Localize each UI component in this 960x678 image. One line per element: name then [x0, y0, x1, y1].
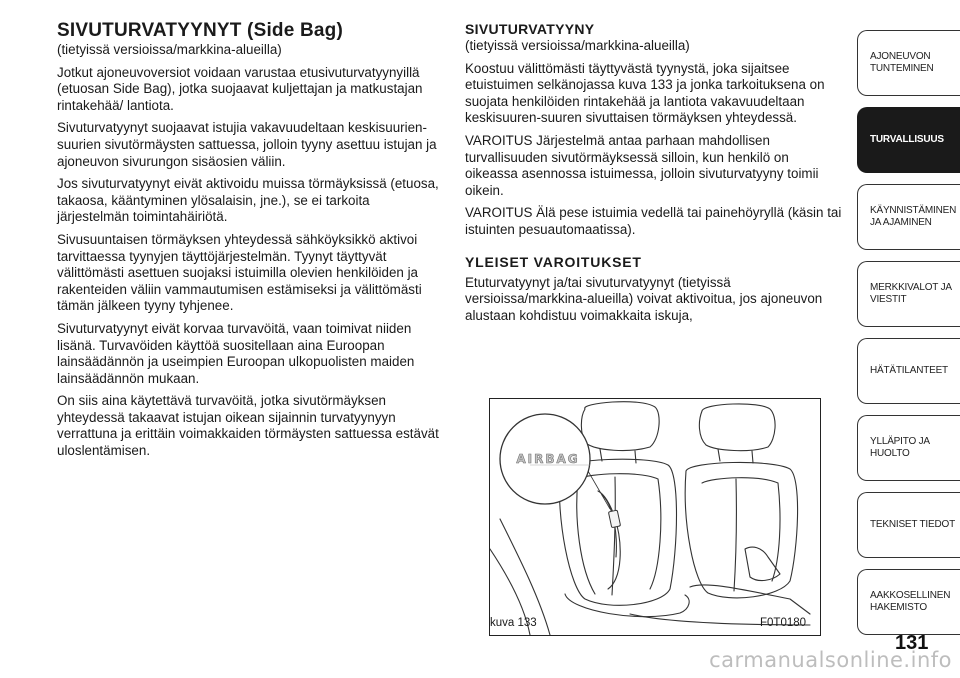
seat-illustration: [490, 399, 820, 635]
right-subtitle: (tietyissä versioissa/markkina-alueilla): [465, 38, 690, 53]
side-airbag-title: SIVUTURVATYYNY: [465, 21, 595, 37]
left-column: [57, 20, 442, 466]
figure-code: F0T0180: [760, 617, 807, 629]
right-column: [465, 20, 845, 330]
tab-vehicle-knowledge[interactable]: [857, 30, 960, 96]
tab-technical-data[interactable]: [857, 492, 960, 558]
seat-airbag-figure: [489, 398, 821, 636]
right-paragraph: Koostuu välittömästi täyttyvästä tyynystä, joka sijaitsee etuistuimen selkänojassa kuva 133 ja jonka tarkoituksena on suojata henkilöiden rintakehää ja lantiota vakavuudeltaan keskisuuren-suuren sivuttaisen törmäyksen yhteydessä.: [465, 60, 825, 126]
left-paragraph: Sivuturvatyynyt eivät korvaa turvavöitä, vaan toimivat niiden lisänä. Turvavöiden käyttöä suositellaan aina Euroopan lainsäädännön ja useimpien Euroopan ulkopuolisten maiden lainsäädännön mukaan.: [57, 320, 415, 386]
chapter-tabs: [857, 30, 960, 646]
tab-label: AAKKOSELLINEN HAKEMISTO: [870, 590, 951, 613]
left-paragraph: On siis aina käytettävä turvavöitä, jotka sivutörmäyksen yhteydessä takaavat istujan oikean sijainnin turvatyynyyn verrattuna ja erittäin voimakkaiden törmäysten sattuessa estävät uloslentämisen.: [57, 393, 439, 459]
airbag-label-text: AIRBAG: [516, 452, 580, 466]
general-warnings-paragraph: Etuturvatyynyt ja/tai sivuturvatyynyt (tietyissä versioissa/markkina-alueilla) voivat aktivoitua, jos ajoneuvon alustaan kohdistuu voimakkaita iskuja,: [465, 274, 823, 323]
tab-maintenance[interactable]: [857, 415, 960, 481]
left-paragraph: Sivusuuntaisen törmäyksen yhteydessä sähköyksikkö aktivoi tarvittaessa tyynyjen täyttöjärjestelmän. Tyynyt täyttyvät välittömästi asettuen suojaksi istuimilla olevien henkilöiden ja rakenteiden väliin vammautumisen estämiseksi ja välittömästi tämän jälkeen tyyny tyhjenee.: [57, 231, 422, 314]
tab-index[interactable]: [857, 569, 960, 635]
tab-emergencies[interactable]: [857, 338, 960, 404]
side-bag-title: SIVUTURVATYYNYT (Side Bag): [57, 20, 344, 41]
left-paragraph: Sivuturvatyynyt suojaavat istujia vakavuudeltaan keskisuurien-suurien sivutörmäysten sattuessa, jolloin tyyny asettuu istujan ja ajoneuvon sivurungon sisäosien väliin.: [57, 120, 437, 169]
left-paragraph: Jotkut ajoneuvoversiot voidaan varustaa etusivuturvatyynyillä (etuosan Side Bag), jotka suojaavat kuljettajan ja matkustajan rintakehää/ lantiota.: [57, 64, 423, 113]
tab-label: MERKKIVALOT JA VIESTIT: [870, 282, 952, 305]
airbag-label-badge: [500, 414, 590, 504]
watermark: carmanualsonline.info: [709, 648, 952, 672]
tab-starting-driving[interactable]: [857, 184, 960, 250]
tab-label: HÄTÄTILANTEET: [870, 365, 948, 376]
warning-paragraph: VAROITUS Järjestelmä antaa parhaan mahdollisen turvallisuuden sivutörmäyksessä silloin, kun henkilö on oikeassa asennossa istuimessa, jolloin sivuturvatyyny toimii oikein.: [465, 132, 819, 198]
tab-label: AJONEUVON TUNTEMINEN: [870, 51, 934, 74]
figure-caption: kuva 133: [490, 617, 537, 629]
warning-paragraph: VAROITUS Älä pese istuimia vedellä tai painehöyryllä (käsin tai istuinten pesuautomaatissa).: [465, 205, 842, 237]
tab-label: TURVALLISUUS: [870, 134, 944, 145]
left-paragraph: Jos sivuturvatyynyt eivät aktivoidu muissa törmäyksissä (etuosa, takaosa, kääntyminen ylösalaisin, jne.), se ei tarkoita järjestelmän toimintahäiriötä.: [57, 176, 439, 225]
general-warnings-heading: YLEISET VAROITUKSET: [465, 253, 642, 270]
tab-label: YLLÄPITO JA HUOLTO: [870, 436, 930, 459]
tab-safety[interactable]: [857, 107, 960, 173]
tab-warning-lights[interactable]: [857, 261, 960, 327]
tab-label: TEKNISET TIEDOT: [870, 519, 955, 530]
tab-label: KÄYNNISTÄMINEN JA AJAMINEN: [870, 205, 957, 228]
left-subtitle: (tietyissä versioissa/markkina-alueilla): [57, 42, 282, 57]
page-number: 131: [895, 632, 929, 654]
